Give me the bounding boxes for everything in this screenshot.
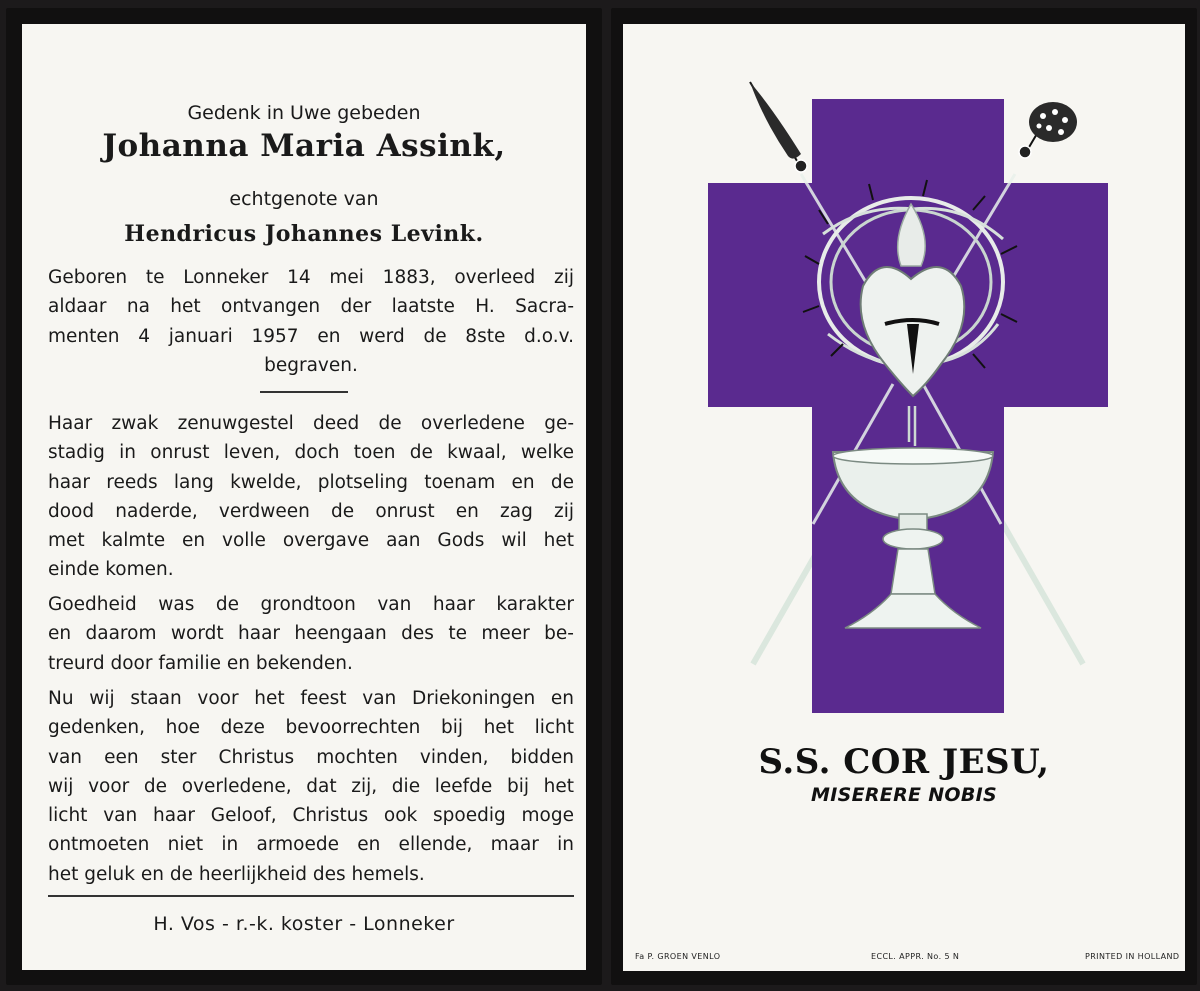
spouse-name: Hendricus Johannes Levink. — [124, 221, 484, 247]
sacred-heart-illustration — [623, 24, 1185, 971]
bio-paragraph — [48, 263, 574, 380]
divider-long — [48, 895, 574, 897]
paragraph-line: licht van haar Geloof, Christus ook spoedig moge — [48, 805, 574, 827]
image-side-paper — [623, 24, 1185, 971]
bio-line: begraven. — [264, 354, 358, 376]
footer-approval: ECCL. APPR. No. 5 N — [871, 952, 960, 961]
paragraph-line: van een ster Christus mochten vinden, bidden — [48, 746, 574, 768]
paragraph-line: ontmoeten niet in armoede en ellende, maar in — [48, 834, 574, 856]
footer-publisher: Fa P. GROEN VENLO — [635, 952, 721, 961]
paragraph-line: met kalmte en volle overgave aan Gods wil het — [48, 530, 574, 552]
paragraph-prayer — [48, 684, 574, 889]
bio-line: menten 4 januari 1957 en werd de 8ste d.o.v. — [48, 325, 574, 347]
motto-title: S.S. COR JESU, — [758, 742, 1050, 782]
divider-short — [260, 391, 348, 393]
paragraph-line: stadig in onrust leven, doch toen de kwaal, welke — [48, 442, 574, 464]
paragraph-line: het geluk en de heerlijkheid des hemels. — [48, 863, 425, 885]
motto-subtitle: MISERERE NOBIS — [811, 784, 997, 806]
lance-icon — [750, 82, 807, 172]
paragraph-line: Goedheid was de grondtoon van haar karakter — [48, 594, 574, 615]
sponge-icon — [1019, 102, 1077, 158]
bio-line: aldaar na het ontvangen der laatste H. Sacra- — [48, 296, 574, 318]
paragraph-line: en daarom wordt haar heengaan des te meer be- — [48, 623, 574, 645]
intro-line: Gedenk in Uwe gebeden — [187, 102, 421, 124]
footer-printed: PRINTED IN HOLLAND — [1085, 952, 1180, 961]
printer-credit: H. Vos - r.-k. koster - Lonneker — [153, 913, 455, 935]
paragraph-line: haar reeds lang kwelde, plotseling toenam en de — [48, 471, 574, 493]
paragraph-goodness — [48, 590, 574, 678]
paragraph-line: dood naderde, verdween de onrust en zag zij — [48, 500, 574, 522]
memorial-card-text-side — [6, 8, 602, 985]
text-side-paper — [22, 24, 586, 970]
spouse-label: echtgenote van — [229, 188, 379, 210]
paragraph-line: wij voor de overledene, dat zij, die leefde bij het — [48, 775, 574, 797]
paragraph-character — [48, 409, 574, 585]
deceased-name: Johanna Maria Assink, — [102, 128, 506, 164]
paragraph-line: gedenken, hoe deze bevoorrechten bij het licht — [48, 717, 574, 739]
paragraph-line: Nu wij staan voor het feest van Driekoningen en — [48, 688, 574, 709]
memorial-card-image-side — [611, 8, 1197, 985]
bio-line: Geboren te Lonneker 14 mei 1883, overleed zij — [48, 267, 574, 288]
paragraph-line: Haar zwak zenuwgestel deed de overledene ge- — [48, 413, 574, 434]
paragraph-line: treurd door familie en bekenden. — [48, 652, 353, 674]
paragraph-line: einde komen. — [48, 559, 174, 581]
